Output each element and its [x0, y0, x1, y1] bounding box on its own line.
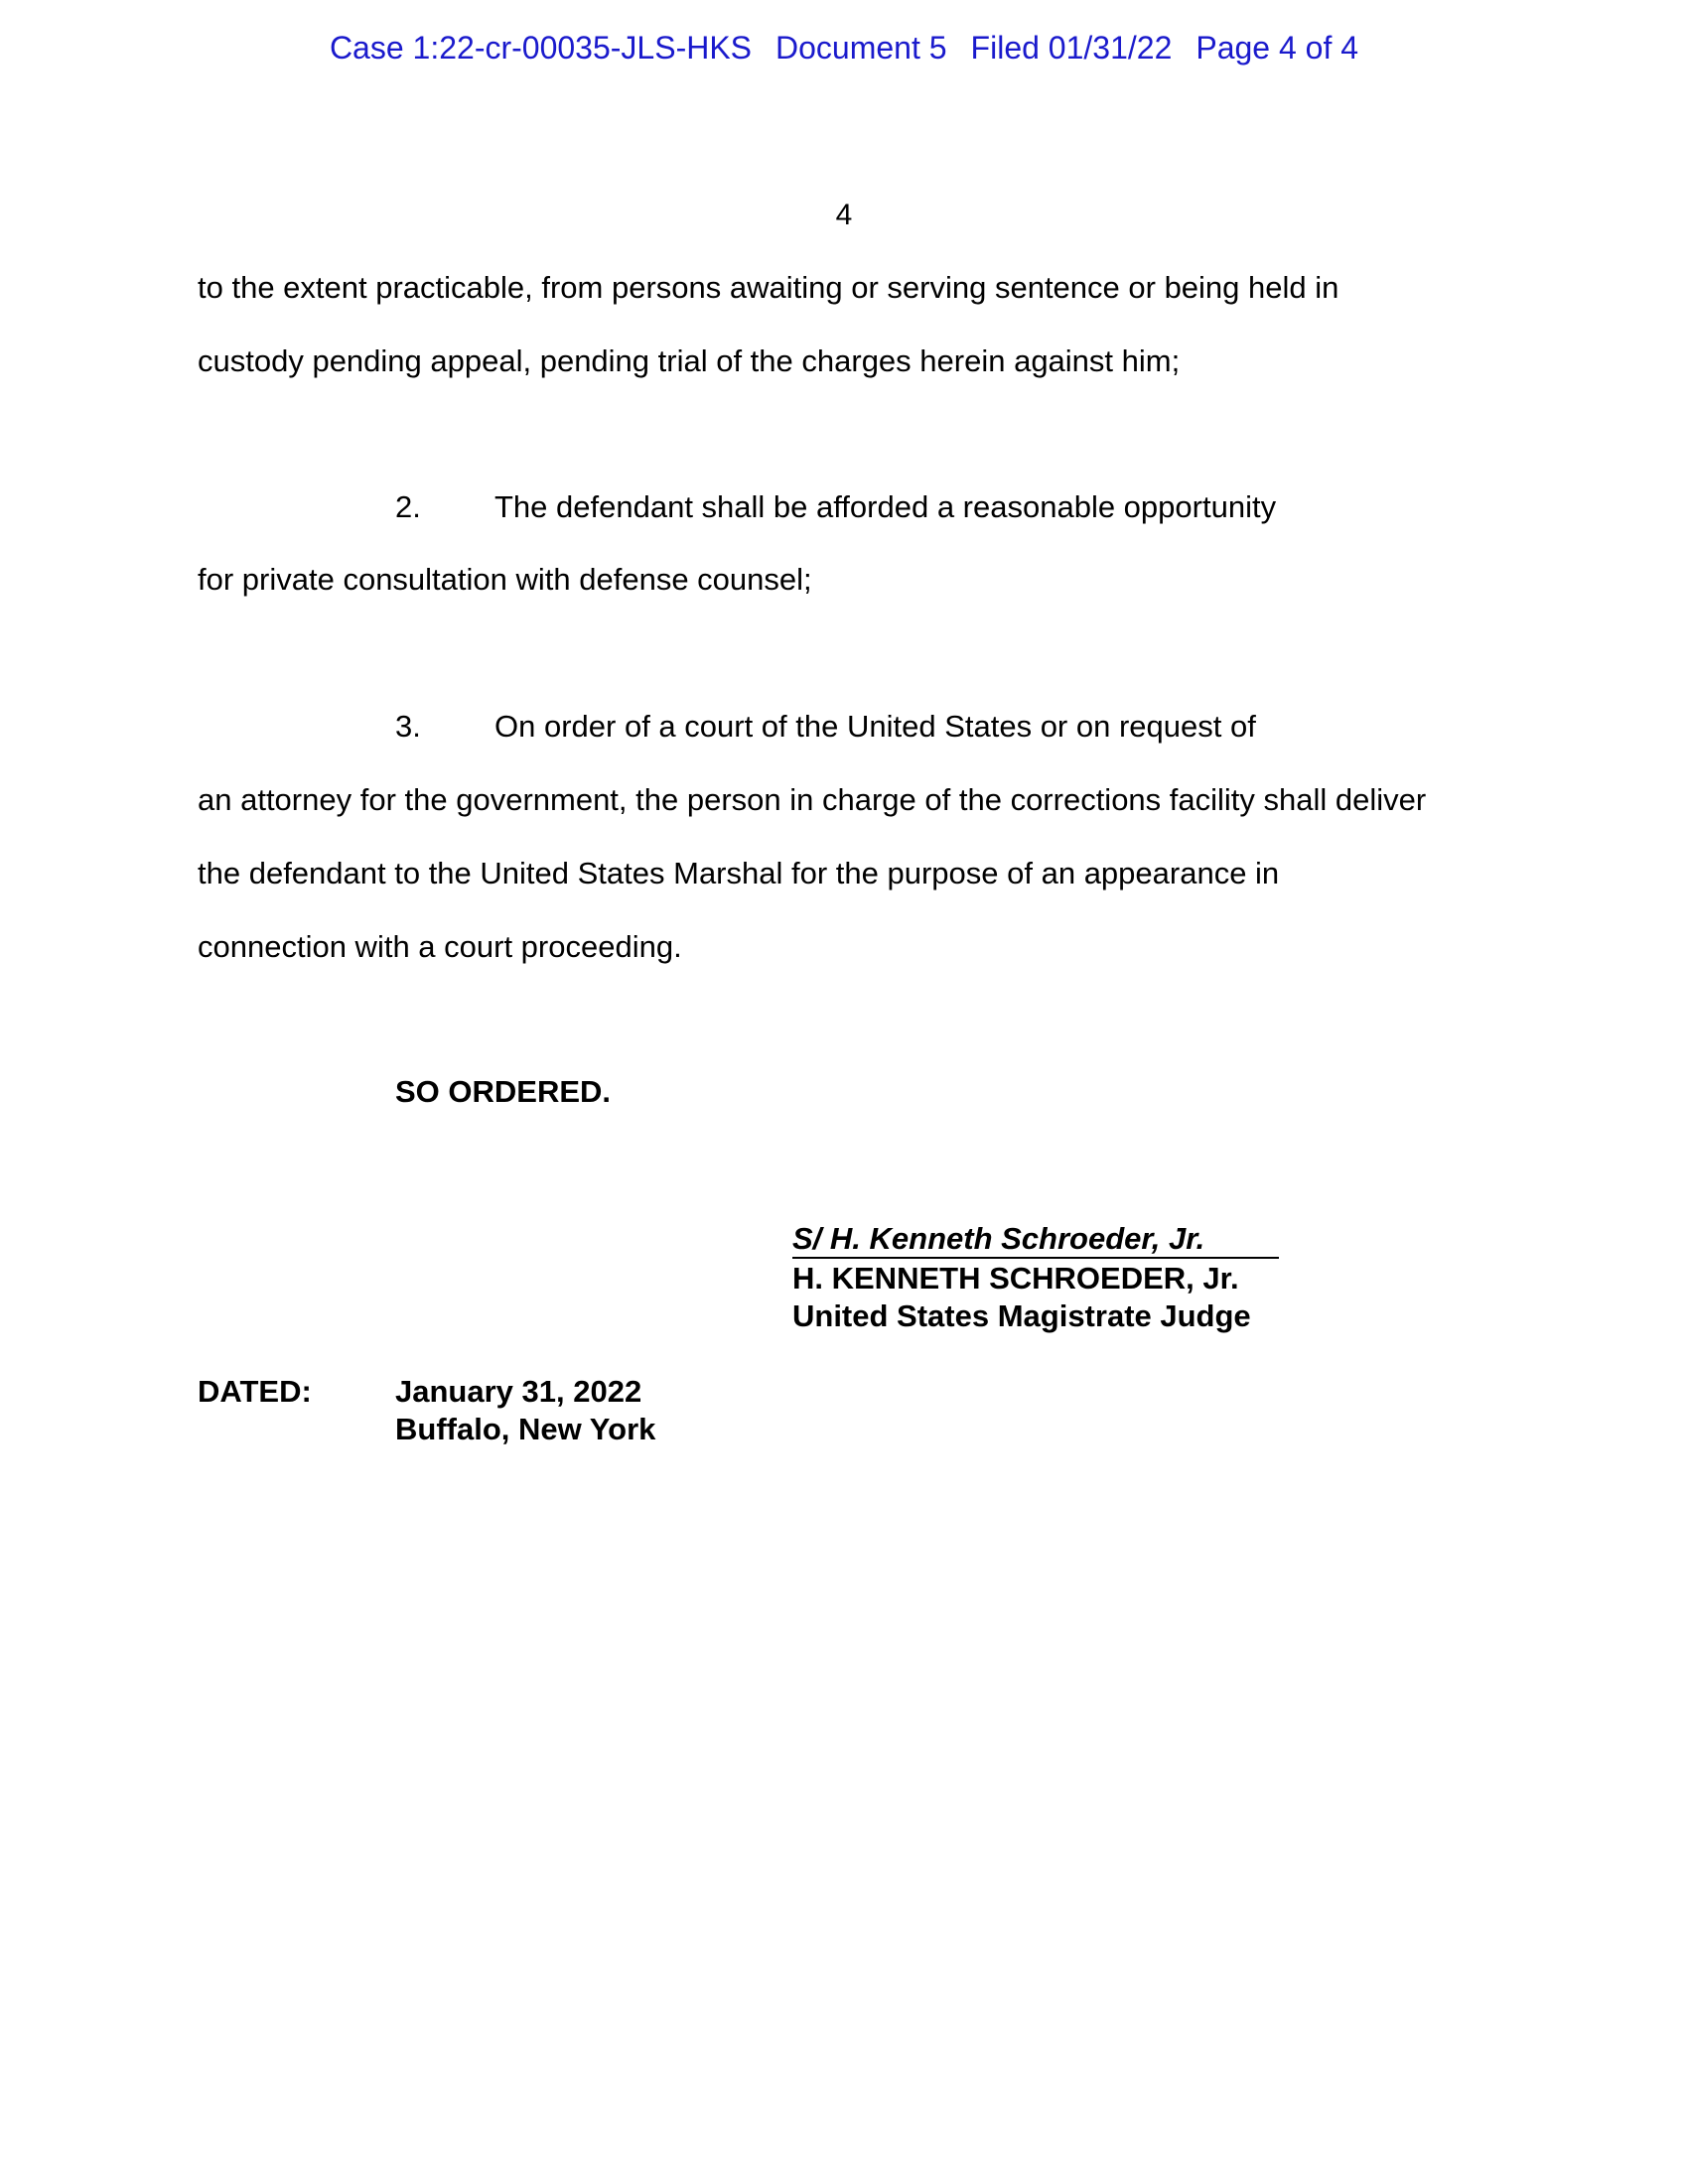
item-text: for private consultation with defense counsel; [198, 562, 812, 597]
dated-date: January 31, 2022 [395, 1374, 642, 1409]
judge-title: United States Magistrate Judge [792, 1298, 1251, 1333]
dated-label: DATED: [198, 1374, 312, 1409]
page-number: 4 [835, 199, 853, 231]
case-number: Case 1:22-cr-00035-JLS-HKS [329, 30, 753, 66]
paragraph-line: to the extent practicable, from persons awaiting or serving sentence or being held in [198, 270, 1339, 305]
item-text: The defendant shall be afforded a reasonable opportunity [494, 489, 1277, 524]
dated-place: Buffalo, New York [395, 1412, 656, 1446]
item-text: an attorney for the government, the person in charge of the corrections facility shall deliver [198, 782, 1427, 817]
item-text: On order of a court of the United States or on request of [494, 709, 1256, 744]
paragraph-line: custody pending appeal, pending trial of the charges herein against him; [198, 343, 1181, 378]
item-number: 2. [395, 489, 421, 524]
item-text: the defendant to the United States Marshal for the purpose of an appearance in [198, 856, 1280, 890]
so-ordered: SO ORDERED. [395, 1074, 612, 1109]
judge-name: H. KENNETH SCHROEDER, Jr. [792, 1261, 1239, 1296]
page-count: Page 4 of 4 [1196, 30, 1359, 66]
electronic-signature: S/ H. Kenneth Schroeder, Jr. [792, 1221, 1279, 1259]
filing-header [0, 30, 1688, 67]
item-number: 3. [395, 709, 421, 744]
document-number: Document 5 [775, 30, 947, 66]
item-text: connection with a court proceeding. [198, 929, 682, 964]
filed-date: Filed 01/31/22 [970, 30, 1173, 66]
